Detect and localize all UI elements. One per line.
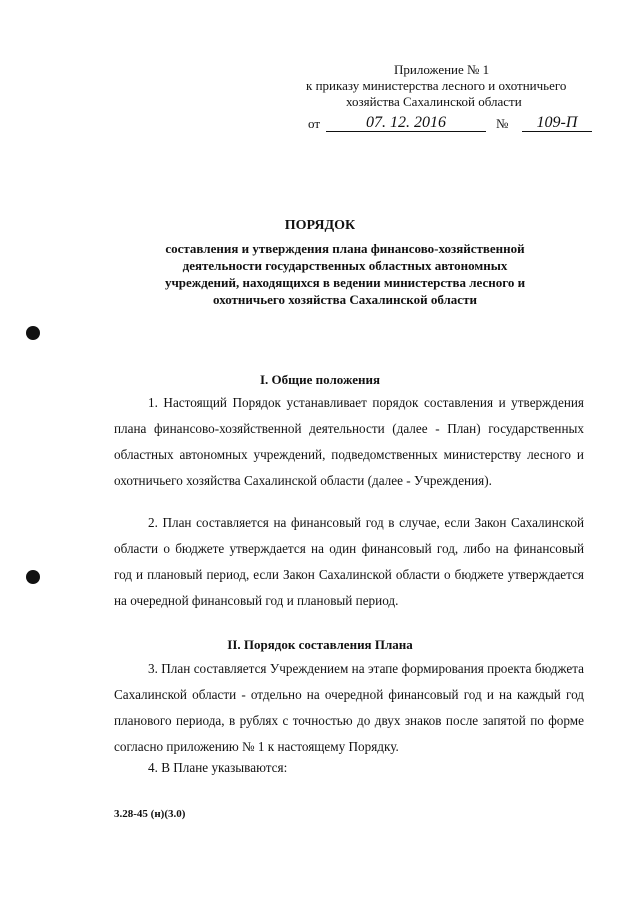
document-title: ПОРЯДОК [284, 218, 356, 233]
handwritten-date: 07. 12. 2016 [326, 116, 486, 132]
paragraph-1: 1. Настоящий Порядок устанавливает порядок составления и утверждения плана финансово-хозяйственной деятельности (далее - План) государственных областных автономных учреждений, подведомственных министерству лесного и охотничьего хозяйства Сахалинской области (далее - Учреждения). [114, 395, 584, 488]
punch-hole-bottom [26, 570, 40, 584]
date-label: от [308, 116, 321, 131]
footer-code: 3.28-45 (н)(3.0) [114, 808, 186, 820]
appendix-date-number-line [300, 112, 600, 134]
paragraph-3: 3. План составляется Учреждением на этапе формирования проекта бюджета Сахалинской области - отдельно на очередной финансовый год и на каждый год планового периода, в рублях с точностью до двух знаков после запятой по форме согласно приложению № 1 к настоящему Порядку. [114, 661, 584, 754]
number-label: № [496, 116, 509, 131]
handwritten-number: 109-П [522, 116, 592, 132]
section-heading-plan: II. Порядок составления Плана [227, 637, 413, 652]
section-heading-general: I. Общие положения [260, 372, 380, 387]
appendix-ministry-line: хозяйства Сахалинской области [346, 94, 522, 109]
punch-hole-top [26, 326, 40, 340]
appendix-order-line: к приказу министерства лесного и охотничьего [306, 78, 567, 93]
appendix-title: Приложение № 1 [394, 62, 490, 77]
document-subtitle: составления и утверждения плана финансово-хозяйственной деятельности государственных областных автономных учреждений, находящихся в ведении министерства лесного и охотничьего хозяйства Сахалинской области [164, 241, 526, 307]
paragraph-2: 2. План составляется на финансовый год в случае, если Закон Сахалинской области о бюджете утверждается на один финансовый год, либо на финансовый год и плановый период, если Закон Сахалинской области о бюджете утверждается на очередной финансовый год и плановый период. [114, 515, 584, 608]
paragraph-4: 4. В Плане указываются: [148, 760, 288, 775]
appendix-block [300, 62, 600, 134]
